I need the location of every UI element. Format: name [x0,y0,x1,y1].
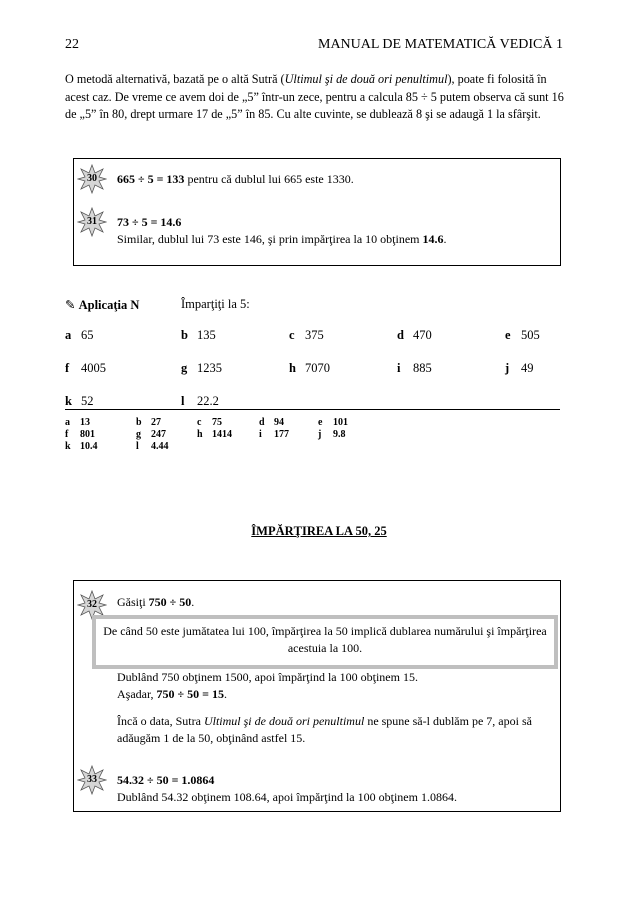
exercise-f [65,361,106,376]
exercise-k [65,394,94,409]
example-32-line3-sutra: Ultimul şi de două ori penultimul [203,714,365,728]
exercise-label: h [289,361,296,375]
answer-value: 13 [80,417,90,428]
exercise-label: j [505,361,510,375]
example-number-33: 33 [87,774,97,785]
separator-line [65,409,560,410]
exercise-value: 470 [413,328,432,342]
section-title: ÎMPĂRŢIREA LA 50, 25 [251,524,387,538]
answer-g [136,429,166,440]
example-32-line1: Dublând 750 obţinem 1500, apoi împărţind la 100 obţinem 15. [117,670,418,684]
example-number-31: 31 [87,216,97,227]
answer-label: j [318,429,322,440]
exercise-e [505,328,540,343]
exercise-value: 22.2 [197,394,219,408]
exercise-label: g [181,361,188,375]
example-number-32: 32 [87,599,97,610]
star-badge-icon [77,164,107,194]
intro-paragraph [65,71,573,124]
example-32-prompt [117,594,194,611]
exercise-value: 1235 [197,361,222,375]
exercise-value: 4005 [81,361,106,375]
exercise-value: 135 [197,328,216,342]
exercise-label: b [181,328,188,342]
answer-label: e [318,417,323,428]
answer-e [318,417,348,428]
answer-value: 10.4 [80,441,98,452]
example-31-result: 14.6 [422,232,444,246]
application-title-text: Aplicaţia N [78,298,140,312]
exercise-label: c [289,328,295,342]
answer-j [318,429,346,440]
exercise-value: 49 [521,361,534,375]
example-33 [117,772,547,806]
answer-l [136,441,169,452]
example-30 [117,171,354,188]
exercise-l [181,394,219,409]
example-32-prompt-equation: 750 ÷ 50 [148,595,192,609]
exercise-label: e [505,328,511,342]
example-32-line2-prefix: Aşadar, [117,687,157,701]
example-33-text: Dublând 54.32 obţinem 108.64, apoi împărţind la 100 obţinem 1.0864. [117,790,457,804]
answer-d [259,417,284,428]
star-badge-icon [77,207,107,237]
answer-label: l [136,441,139,452]
exercise-label: d [397,328,404,342]
answer-value: 177 [274,429,289,440]
example-31-text: Similar, dublul lui 73 este 146, şi prin impărţirea la 10 obţinem [117,232,423,246]
example-31-period: . [443,232,447,246]
answer-label: c [197,417,202,428]
exercise-value: 375 [305,328,324,342]
application-instruction: Împarţiţi la 5: [181,297,250,311]
exercise-j [505,361,534,376]
exercise-b [181,328,216,343]
exercise-c [289,328,324,343]
answer-value: 27 [151,417,161,428]
example-32-prompt-end: . [191,595,195,609]
exercise-label: i [397,361,401,375]
example-31 [117,214,547,248]
exercise-d [397,328,432,343]
example-32-line3 [117,713,547,747]
exercise-value: 7070 [305,361,330,375]
exercise-value: 505 [521,328,540,342]
answer-a [65,417,90,428]
answer-label: i [259,429,262,440]
example-32-line3-prefix: Încă o data, Sutra [117,714,204,728]
example-32-prompt-text: Găsiţi [117,595,149,609]
answer-label: b [136,417,142,428]
answer-label: k [65,441,71,452]
answer-value: 9.8 [333,429,346,440]
example-number-30: 30 [87,173,97,184]
answer-value: 101 [333,417,348,428]
exercise-g [181,361,222,376]
answer-value: 75 [212,417,222,428]
exercise-value: 52 [81,394,94,408]
answer-value: 4.44 [151,441,169,452]
star-badge-icon [77,765,107,795]
answer-value: 801 [80,429,95,440]
answer-h [197,429,232,440]
application-title [65,297,139,313]
intro-text-2: ), poate fi folosită în acest caz. De vreme ce avem doi de „5” într-un zece, pentru a calcula 85 ÷ 5 putem observa că sunt 16 de „5” în 80, drept urmare 17 de „5” în 85. Cu alte cuvinte, se dublează 8 şi se adaugă 1 la sfârşit. [65,72,564,121]
exercise-a [65,328,94,343]
answer-label: h [197,429,203,440]
example-32-line2-end: . [223,687,227,701]
page-number: 22 [65,37,79,52]
exercise-label: k [65,394,72,408]
example-32-line2-equation: 750 ÷ 50 = 15 [156,687,224,701]
pencil-icon: ✎ [65,298,76,312]
example-30-text: pentru că dublul lui 665 este 1330. [184,172,354,186]
answer-value: 1414 [212,429,232,440]
example-31-equation: 73 ÷ 5 = 14.6 [117,215,182,229]
intro-text-1: O metodă alternativă, bazată pe o altă Sutră ( [65,72,285,86]
answer-label: a [65,417,70,428]
exercise-label: a [65,328,72,342]
exercise-value: 885 [413,361,432,375]
example-30-equation: 665 ÷ 5 = 133 [117,172,185,186]
answer-label: f [65,429,69,440]
intro-sutra: Ultimul şi de două ori penultimul [284,72,448,86]
answer-label: d [259,417,265,428]
answer-c [197,417,222,428]
answer-b [136,417,161,428]
exercise-i [397,361,432,376]
page-header-title: MANUAL DE MATEMATICĂ VEDICĂ 1 [318,37,563,52]
exercise-label: f [65,361,70,375]
answer-k [65,441,98,452]
example-32-line2 [117,686,547,703]
note-box [92,615,558,669]
example-32-solution [117,669,547,747]
note-text: De când 50 este jumătatea lui 100, împărţirea la 50 implică dublarea numărului şi împărţirea acestuia la 100. [103,624,547,655]
exercise-label: l [181,394,185,408]
example-32-line3-rest: ne spune să-l dublăm pe 7, apoi să adăugăm 1 de la 50, obţinând astfel 15. [117,714,532,745]
exercise-h [289,361,330,376]
answer-label: g [136,429,141,440]
answer-value: 94 [274,417,284,428]
answer-i [259,429,289,440]
example-33-equation: 54.32 ÷ 50 = 1.0864 [117,773,215,787]
answer-f [65,429,95,440]
exercise-value: 65 [81,328,94,342]
answer-value: 247 [151,429,166,440]
